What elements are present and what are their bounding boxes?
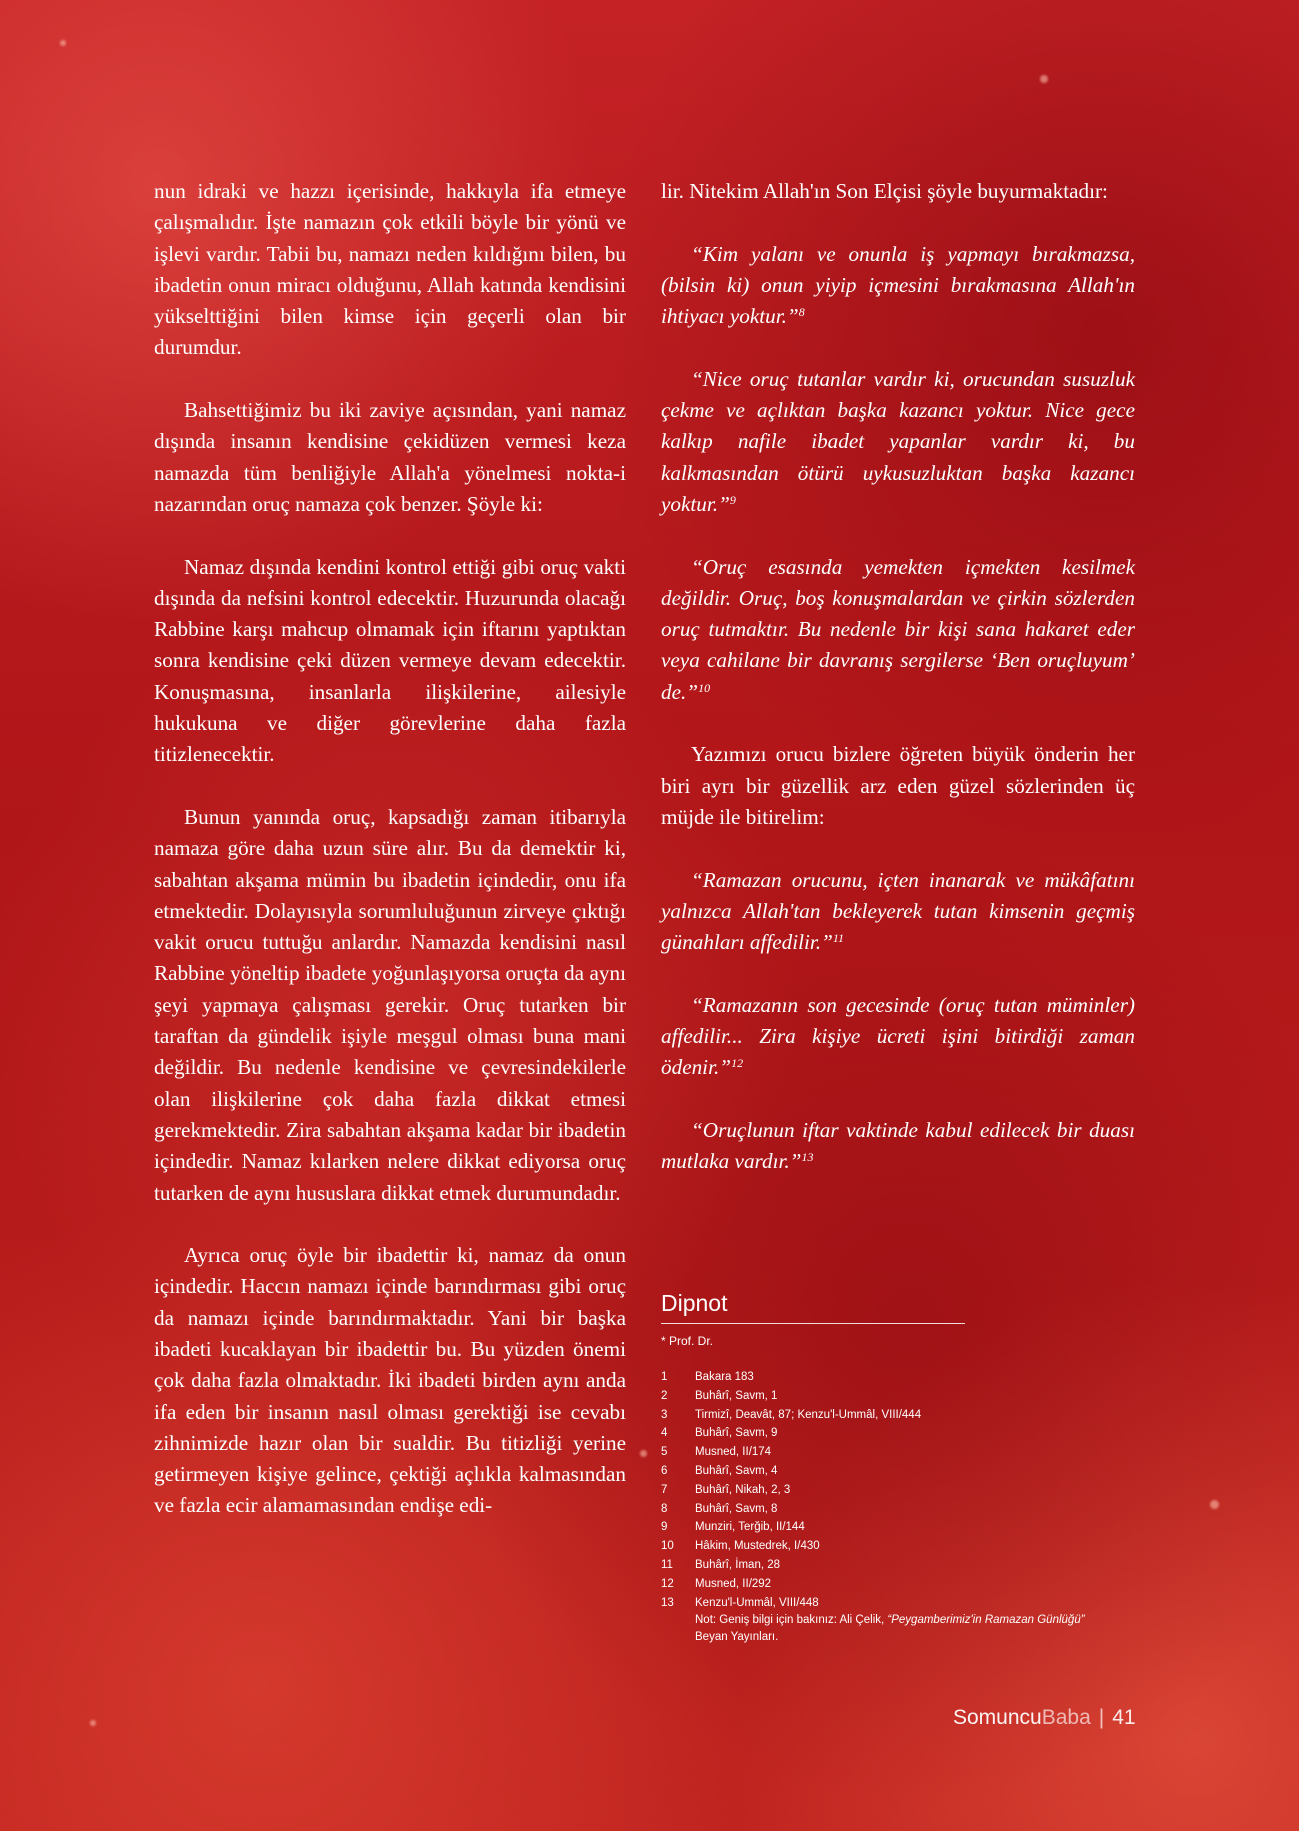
hadith-quote xyxy=(661,1115,1135,1178)
note-book-title: “Peygamberimiz'in Ramazan Günlüğü” xyxy=(887,1614,1085,1627)
footnote-text: Munziri, Terğib, II/144 xyxy=(695,1521,805,1534)
footnote-number: 2 xyxy=(661,1389,668,1402)
footnote-item xyxy=(661,1368,1141,1387)
footnote-number: 8 xyxy=(661,1502,668,1515)
author-note: * Prof. Dr. xyxy=(661,1334,714,1348)
footnote-ref: 9 xyxy=(729,492,736,507)
footnotes-section xyxy=(661,1290,1141,1645)
footnote-item xyxy=(661,1406,1141,1425)
footnote-text: Kenzu'l-Ummâl, VIII/448 xyxy=(695,1596,819,1609)
magazine-brand-part2: Baba xyxy=(1041,1706,1091,1729)
footnote-number: 5 xyxy=(661,1446,668,1459)
footnote-text: Buhârî, Savm, 1 xyxy=(695,1389,778,1402)
footnote-number: 1 xyxy=(661,1371,668,1383)
footnote-text: Buhârî, Savm, 9 xyxy=(695,1427,778,1440)
footnote-item xyxy=(661,1481,1141,1500)
magazine-brand-part1: Somuncu xyxy=(953,1706,1042,1729)
page-number: 41 xyxy=(1112,1706,1136,1729)
footnote-text: Hâkim, Mustedrek, I/430 xyxy=(695,1540,820,1553)
footnote-item xyxy=(661,1518,1141,1537)
paragraph: Yazımızı orucu bizlere öğreten büyük önderin her biri ayrı bir güzellik arz eden güzel sözlerinden üç müjde ile bitirelim: xyxy=(661,742,1135,829)
footnote-ref: 10 xyxy=(698,680,711,695)
footnote-item xyxy=(661,1537,1141,1556)
footnote-ref: 13 xyxy=(801,1150,814,1165)
paragraph: Ayrıca oruç öyle bir ibadettir ki, namaz da onun içindedir. Haccın namazı içinde barındırması gibi oruç da namazı içinde barındırmaktadır. Yani bir başka ibadeti kucaklayan bir ibadettir bu. Bu yüzden önemi çok daha fazla olmaktadır. İki ibadeti birden aynı anda ifa eden bir insanın nasıl olması gerektiği ise cevabı zihnimizde hazır olan bir sualdir. Bu titizliği yerine getirmeyen kişiye gelince, çektiği açlıkla kalmasından ve fazla ecir alamamasından endişe edi- xyxy=(154,1243,626,1518)
footnote-number: 9 xyxy=(661,1521,668,1534)
footnote-ref: 12 xyxy=(731,1056,744,1071)
footnote-item xyxy=(661,1575,1141,1594)
quote-text: “Kim yalanı ve onunla iş yapmayı bırakmazsa, (bilsin ki) onun yiyip içmesini bırakmasına Allah'ın ihtiyacı yoktur.” xyxy=(661,241,1135,329)
quote-text: “Ramazan orucunu, içten inanarak ve mükâfatını yalnızca Allah'tan bekleyerek tutan kimsenin geçmiş günahları affedilir.” xyxy=(661,867,1135,955)
hadith-quote xyxy=(661,552,1135,708)
footnote-item xyxy=(661,1424,1141,1443)
footnote-number: 7 xyxy=(661,1483,668,1496)
footnote-item xyxy=(661,1556,1141,1575)
footnote-item xyxy=(661,1462,1141,1481)
page-footer xyxy=(953,1706,1136,1730)
bokeh-decoration xyxy=(90,1720,96,1726)
footnote-item xyxy=(661,1500,1141,1519)
paragraph: Bunun yanında oruç, kapsadığı zaman itibarıyla namaza göre daha uzun süre alır. Bu da demektir ki, sabahtan akşama mümin bu ibadetin içindedir, onu ifa etmektedir. Dolayısıyla sorumluluğunun zirveye çıktığı vakit orucu tuttuğu anlardır. Namazda kendisini nasıl Rabbine yöneltip ibadete yoğunlaşıyorsa oruçta da aynı şeyi yapmaya çalışması gerekir. Oruç tutarken bir taraftan da gündelik işiyle meşgul olması buna mani değildir. Bu nedenle kendisine ve çevresindekilerle olan ilişkilerine çok daha fazla dikkat etmesi gerekmektedir. Zira sabahtan akşama kadar bir ibadetin içindedir. Namaz kılarken nelere dikkat ediyorsa oruç tutarken de aynı hususlara dikkat etmek durumundadır. xyxy=(154,804,626,1205)
paragraph: lir. Nitekim Allah'ın Son Elçisi şöyle buyurmaktadır: xyxy=(661,179,1108,203)
paragraph: Bahsettiğimiz bu iki zaviye açısından, yani namaz dışında insanın kendisine çekidüzen vermesi keza namazda tüm benliğiyle Allah'a yönelmesi nokta-i nazarından oruç namaza çok benzer. Şöyle ki: xyxy=(154,398,626,516)
footnote-reference-note xyxy=(661,1612,1141,1645)
bokeh-decoration xyxy=(60,40,66,46)
left-text-column xyxy=(154,176,626,1553)
bokeh-decoration xyxy=(1040,75,1048,83)
footnote-number: 13 xyxy=(661,1596,674,1609)
bokeh-decoration xyxy=(640,1450,647,1457)
footnote-item xyxy=(661,1443,1141,1462)
footnote-number: 6 xyxy=(661,1464,668,1477)
footnote-ref: 8 xyxy=(798,305,805,320)
footnote-text: Tirmizî, Deavât, 87; Kenzu'l-Ummâl, VIII/444 xyxy=(695,1408,922,1421)
quote-text: “Nice oruç tutanlar vardır ki, orucundan susuzluk çekme ve açlıktan başka kazancı yoktur. Nice gece kalkıp nafile ibadet yapanlar vardır ki, bu kalkmasından ötürü uykusuzluktan başka kazancı yoktur.” xyxy=(661,366,1135,516)
quote-text: “Oruç esasında yemekten içmekten kesilmek değildir. Oruç, boş konuşmalardan ve çirkin sözlerden oruç tutmaktır. Bu nedenle bir kişi sana hakaret eder veya cahilane bir davranış sergilerse ‘Ben oruçluyum’ de.” xyxy=(661,554,1135,704)
quote-text: “Ramazanın son gecesinde (oruç tutan müminler) affedilir... Zira kişiye ücreti işini bitirdiği zaman ödenir.” xyxy=(661,992,1135,1080)
note-publisher: Beyan Yayınları. xyxy=(695,1630,779,1643)
footnote-text: Bakara 183 xyxy=(695,1371,754,1383)
footer-separator: | xyxy=(1098,1706,1105,1729)
paragraph: Namaz dışında kendini kontrol ettiği gibi oruç vakti dışında da nefsini kontrol edecektir. Huzurunda olacağı Rabbine karşı mahcup olmamak için iftarını yaptıktan sonra kendisine çeki düzen vermeye devam edecektir. Konuşmasına, insanlarla ilişkilerine, ailesiyle hukukuna ve diğer görevlerine daha fazla titizlenecektir. xyxy=(154,554,626,767)
footnote-number: 3 xyxy=(661,1408,668,1421)
right-text-column xyxy=(661,176,1135,1209)
footnotes-title: Dipnot xyxy=(661,1290,965,1324)
bokeh-decoration xyxy=(1210,1500,1219,1509)
footnote-number: 11 xyxy=(661,1558,673,1571)
footnote-text: Musned, II/292 xyxy=(695,1577,772,1590)
paragraph: nun idraki ve hazzı içerisinde, hakkıyla ifa etmeye çalışmalıdır. İşte namazın çok etkili böyle bir yönü ve işlevi vardır. Tabii bu, namazı neden kıldığını bilen, bu ibadetin onun miracı olduğunu, Allah katında kendisini yükselttiğini bilen kimse için geçerli olan bir durumdur. xyxy=(154,179,626,360)
footnote-number: 4 xyxy=(661,1427,668,1440)
hadith-quote xyxy=(661,865,1135,959)
footnote-list xyxy=(661,1368,1141,1612)
footnote-text: Buhârî, Nikah, 2, 3 xyxy=(695,1483,791,1496)
footnote-number: 12 xyxy=(661,1577,674,1590)
footnote-number: 10 xyxy=(661,1540,674,1553)
hadith-quote xyxy=(661,364,1135,520)
footnote-item xyxy=(661,1594,1141,1613)
hadith-quote xyxy=(661,990,1135,1084)
footnote-text: Musned, II/174 xyxy=(695,1446,772,1459)
hadith-quote xyxy=(661,239,1135,333)
footnote-text: Buhârî, Savm, 4 xyxy=(695,1464,778,1477)
note-prefix: Not: Geniş bilgi için bakınız: Ali Çelik, xyxy=(695,1614,885,1627)
footnote-text: Buhârî, Savm, 8 xyxy=(695,1502,778,1515)
footnote-ref: 11 xyxy=(832,931,844,946)
quote-text: “Oruçlunun iftar vaktinde kabul edilecek bir duası mutlaka vardır.” xyxy=(661,1117,1135,1174)
footnote-text: Buhârî, İman, 28 xyxy=(695,1558,781,1571)
footnote-item xyxy=(661,1387,1141,1406)
